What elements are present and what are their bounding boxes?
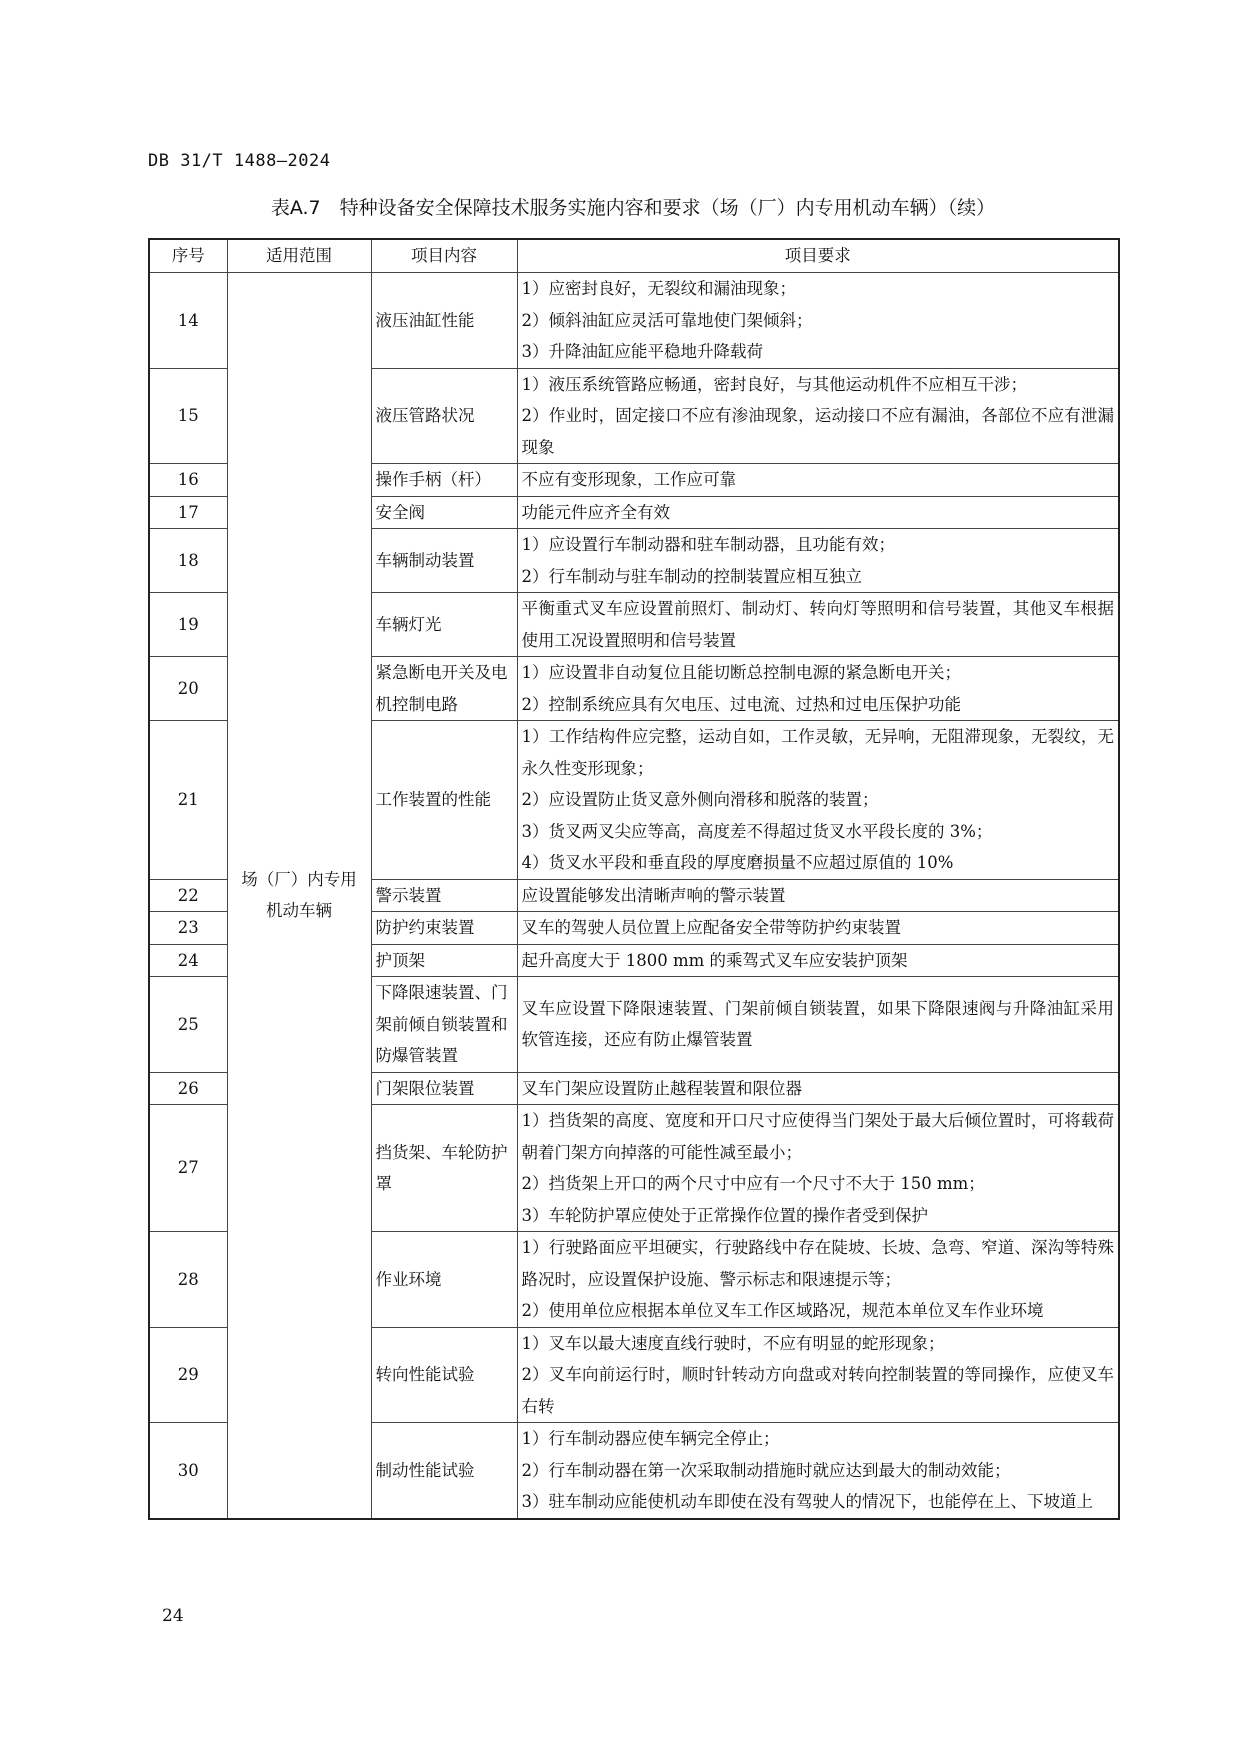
row-number: 26 — [149, 1072, 227, 1105]
requirement-line: 1）应设置非自动复位且能切断总控制电源的紧急断电开关； — [521, 663, 961, 682]
requirement-line: 平衡重式叉车应设置前照灯、制动灯、转向灯等照明和信号装置，其他叉车根据使用工况设置照明和信号装置 — [521, 599, 1114, 650]
item-content: 转向性能试验 — [371, 1327, 517, 1423]
requirement-line: 1）行驶路面应平坦硬实，行驶路线中存在陡坡、长坡、急弯、窄道、深沟等特殊路况时，应设置保护设施、警示标志和限速提示等； — [521, 1238, 1114, 1289]
item-content: 液压管路状况 — [371, 368, 517, 464]
requirement-line: 2）叉车向前运行时，顺时针转动方向盘或对转向控制装置的等同操作，应使叉车右转 — [521, 1365, 1114, 1416]
scope-cell — [227, 273, 371, 1519]
item-requirement — [517, 977, 1119, 1073]
item-content: 液压油缸性能 — [371, 273, 517, 369]
requirement-line: 2）控制系统应具有欠电压、过电流、过热和过电压保护功能 — [521, 694, 961, 714]
row-number: 14 — [149, 273, 227, 369]
item-content: 制动性能试验 — [371, 1423, 517, 1519]
requirement-line: 叉车应设置下降限速装置、门架前倾自锁装置，如果下降限速阀与升降油缸采用软管连接，还应有防止爆管装置 — [521, 998, 1114, 1050]
item-content: 安全阀 — [371, 496, 517, 529]
row-number: 24 — [149, 944, 227, 977]
item-requirement — [517, 879, 1119, 912]
item-content: 车辆制动装置 — [371, 529, 517, 593]
item-content: 警示装置 — [371, 879, 517, 912]
item-requirement — [517, 657, 1119, 721]
item-requirement — [517, 273, 1119, 369]
row-number: 23 — [149, 912, 227, 945]
requirement-line: 不应有变形现象，工作应可靠 — [521, 470, 736, 489]
item-requirement — [517, 1423, 1119, 1519]
table-row — [149, 273, 1119, 369]
requirement-line: 1）液压系统管路应畅通，密封良好，与其他运动机件不应相互干涉； — [521, 374, 1027, 394]
requirement-line: 2）行车制动器在第一次采取制动措施时就应达到最大的制动效能； — [521, 1460, 1011, 1480]
requirement-line: 1）行车制动器应使车辆完全停止； — [521, 1429, 780, 1448]
item-requirement — [517, 944, 1119, 977]
item-requirement — [517, 1105, 1119, 1232]
column-header-scope: 适用范围 — [227, 239, 371, 273]
item-content: 工作装置的性能 — [371, 721, 517, 880]
row-number: 28 — [149, 1232, 227, 1328]
item-requirement — [517, 1072, 1119, 1105]
requirement-line: 1）应密封良好，无裂纹和漏油现象； — [521, 279, 796, 298]
item-requirement — [517, 1232, 1119, 1328]
table-body — [149, 273, 1119, 1519]
column-header-no: 序号 — [149, 239, 227, 273]
scope-line: 场（厂）内专用 — [241, 869, 357, 889]
column-header-item: 项目内容 — [371, 239, 517, 273]
column-header-requirement: 项目要求 — [517, 239, 1119, 273]
item-requirement — [517, 496, 1119, 529]
row-number: 20 — [149, 657, 227, 721]
item-content: 门架限位装置 — [371, 1072, 517, 1105]
row-number: 18 — [149, 529, 227, 593]
row-number: 19 — [149, 593, 227, 657]
item-requirement — [517, 1327, 1119, 1423]
row-number: 25 — [149, 977, 227, 1073]
item-requirement — [517, 368, 1119, 464]
requirement-line: 2）行车制动与驻车制动的控制装置应相互独立 — [521, 566, 862, 586]
item-content: 作业环境 — [371, 1232, 517, 1328]
item-content: 下降限速装置、门架前倾自锁装置和防爆管装置 — [371, 977, 517, 1073]
requirement-line: 1）工作结构件应完整，运动自如，工作灵敏，无异响，无阻滞现象，无裂纹，无永久性变形现象； — [521, 727, 1114, 778]
item-requirement — [517, 464, 1119, 497]
scope-line: 机动车辆 — [266, 901, 332, 921]
requirement-line: 4）货叉水平段和垂直段的厚度磨损量不应超过原值的 10% — [521, 853, 954, 872]
requirement-line: 起升高度大于 1800 mm 的乘驾式叉车应安装护顶架 — [521, 950, 908, 970]
requirement-line: 1）挡货架的高度、宽度和开口尺寸应使得当门架处于最大后倾位置时，可将载荷朝着门架方向掉落的可能性减至最小； — [521, 1111, 1114, 1162]
row-number: 27 — [149, 1105, 227, 1232]
row-number: 16 — [149, 464, 227, 497]
row-number: 17 — [149, 496, 227, 529]
requirement-line: 叉车的驾驶人员位置上应配备安全带等防护约束装置 — [521, 918, 901, 937]
requirement-line: 2）应设置防止货叉意外侧向滑移和脱落的装置； — [521, 790, 879, 809]
row-number: 22 — [149, 879, 227, 912]
requirement-line: 功能元件应齐全有效 — [521, 502, 670, 522]
row-number: 21 — [149, 721, 227, 880]
item-requirement — [517, 912, 1119, 945]
row-number: 29 — [149, 1327, 227, 1423]
requirement-line: 3）车轮防护罩应使处于正常操作位置的操作者受到保护 — [521, 1205, 928, 1225]
row-number: 15 — [149, 368, 227, 464]
item-content: 紧急断电开关及电机控制电路 — [371, 657, 517, 721]
requirement-line: 2）使用单位应根据本单位叉车工作区域路况，规范本单位叉车作业环境 — [521, 1301, 1044, 1320]
requirement-line: 1）应设置行车制动器和驻车制动器，且功能有效； — [521, 535, 895, 554]
requirement-line: 1）叉车以最大速度直线行驶时，不应有明显的蛇形现象； — [521, 1333, 945, 1353]
requirement-line: 叉车门架应设置防止越程装置和限位器 — [521, 1078, 802, 1098]
requirement-line: 3）驻车制动应能使机动车即使在没有驾驶人的情况下，也能停在上、下坡道上 — [521, 1492, 1093, 1511]
requirement-line: 3）货叉两叉尖应等高，高度差不得超过货叉水平段长度的 3%； — [521, 821, 993, 841]
requirement-line: 应设置能够发出清晰声响的警示装置 — [521, 885, 786, 905]
document-code: DB 31/T 1488—2024 — [148, 151, 331, 171]
item-requirement — [517, 721, 1119, 880]
requirement-line: 2）挡货架上开口的两个尺寸中应有一个尺寸不大于 150 mm； — [521, 1174, 985, 1193]
requirements-table — [148, 238, 1120, 1520]
requirement-line: 2）作业时，固定接口不应有渗油现象，运动接口不应有漏油，各部位不应有泄漏现象 — [521, 406, 1114, 457]
row-number: 30 — [149, 1423, 227, 1519]
item-content: 车辆灯光 — [371, 593, 517, 657]
table-header-row — [149, 239, 1119, 273]
item-content: 防护约束装置 — [371, 912, 517, 945]
table-title: 表A.7 特种设备安全保障技术服务实施内容和要求（场（厂）内专用机动车辆）（续） — [270, 197, 996, 219]
requirement-line: 3）升降油缸应能平稳地升降载荷 — [521, 342, 763, 361]
item-requirement — [517, 593, 1119, 657]
item-requirement — [517, 529, 1119, 593]
page-number: 24 — [162, 1606, 184, 1626]
item-content: 操作手柄（杆） — [371, 464, 517, 497]
item-content: 护顶架 — [371, 944, 517, 977]
requirement-line: 2）倾斜油缸应灵活可靠地使门架倾斜； — [521, 310, 813, 330]
item-content: 挡货架、车轮防护罩 — [371, 1105, 517, 1232]
